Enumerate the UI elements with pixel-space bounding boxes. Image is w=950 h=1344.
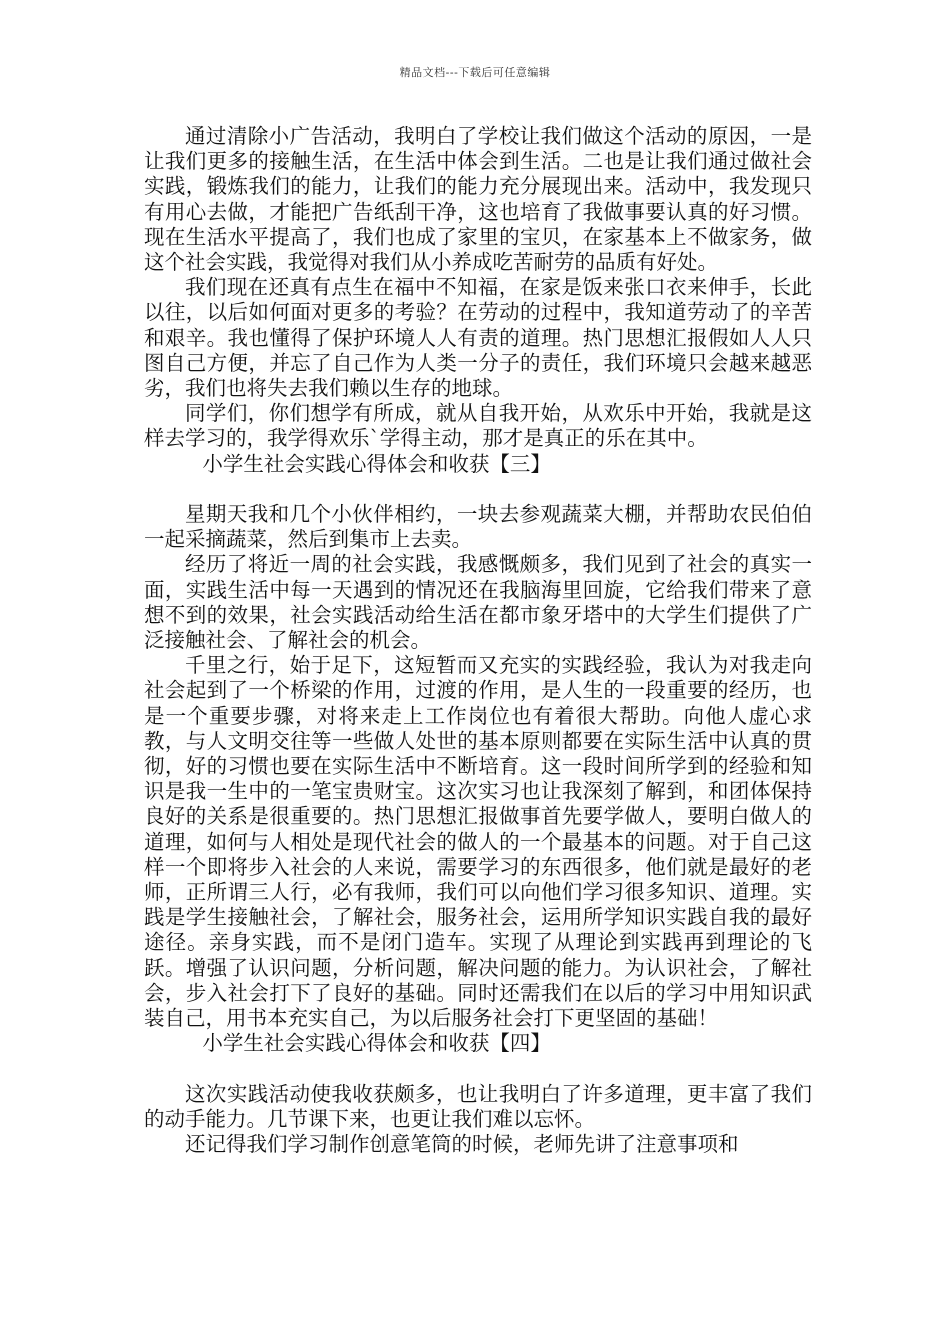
paragraph: 这次实践活动使我收获颇多，也让我明白了许多道理，更丰富了我们的动手能力。几节课下来，也更让我们难以忘怀。 bbox=[144, 1081, 812, 1131]
paragraph: 经历了将近一周的社会实践，我感慨颇多，我们见到了社会的真实一面，实践生活中每一天遇到的情况还在我脑海里回旋，它给我们带来了意想不到的效果，社会实践活动给生活在都市象牙塔中的大学生们提供了广泛接触社会、了解社会的机会。 bbox=[144, 552, 812, 653]
blank-line bbox=[144, 1057, 812, 1082]
paragraph: 我们现在还真有点生在福中不知福，在家是饭来张口衣来伸手，长此以往，以后如何面对更多的考验？在劳动的过程中，我知道劳动了的辛苦和艰辛。我也懂得了保护环境人人有责的道理。热门思想汇报假如人人只图自己方便，并忘了自己作为人类一分子的责任，我们环境只会越来越恶劣，我们也将失去我们赖以生存的地球。 bbox=[144, 275, 812, 401]
blank-line bbox=[144, 477, 812, 502]
section-heading: 小学生社会实践心得体会和收获【四】 bbox=[202, 1031, 551, 1056]
paragraph: 星期天我和几个小伙伴相约，一块去参观蔬菜大棚，并帮助农民伯伯一起采摘蔬菜，然后到集市上去卖。 bbox=[144, 502, 812, 552]
document-body bbox=[144, 124, 812, 1157]
paragraph: 千里之行，始于足下，这短暂而又充实的实践经验，我认为对我走向社会起到了一个桥梁的作用，过渡的作用，是人生的一段重要的经历，也是一个重要步骤，对将来走上工作岗位也有着很大帮助。向他人虚心求教，与人文明交往等一些做人处世的基本原则都要在实际生活中认真的贯彻，好的习惯也要在实际生活中不断培育。这一段时间所学到的经验和知识是我一生中的一笔宝贵财宝。这次实习也让我深刻了解到，和团体保持良好的关系是很重要的。热门思想汇报做事首先要学做人，要明白做人的道理，如何与人相处是现代社会的做人的一个最基本的问题。对于自己这样一个即将步入社会的人来说，需要学习的东西很多，他们就是最好的老师，正所谓三人行，必有我师，我们可以向他们学习很多知识、道理。实践是学生接触社会，了解社会，服务社会，运用所学知识实践自我的最好途径。亲身实践，而不是闭门造车。实现了从理论到实践再到理论的飞跃。增强了认识问题，分析问题，解决问题的能力。为认识社会，了解社会，步入社会打下了良好的基础。同时还需我们在以后的学习中用知识武装自己，用书本充实自己，为以后服务社会打下更坚固的基础！ bbox=[144, 653, 812, 1031]
paragraph: 还记得我们学习制作创意笔筒的时候，老师先讲了注意事项和 bbox=[185, 1132, 739, 1157]
section-heading: 小学生社会实践心得体会和收获【三】 bbox=[202, 451, 551, 476]
page-header: 精品文档---下载后可任意编辑 bbox=[399, 66, 551, 79]
paragraph: 同学们，你们想学有所成，就从自我开始，从欢乐中开始，我就是这样去学习的，我学得欢乐`学得主动，那才是真正的乐在其中。 bbox=[144, 401, 812, 451]
paragraph: 通过清除小广告活动，我明白了学校让我们做这个活动的原因，一是让我们更多的接触生活，在生活中体会到生活。二也是让我们通过做社会实践，锻炼我们的能力，让我们的能力充分展现出来。活动中，我发现只有用心去做，才能把广告纸刮干净，这也培育了我做事要认真的好习惯。现在生活水平提高了，我们也成了家里的宝贝，在家基本上不做家务，做这个社会实践，我觉得对我们从小养成吃苦耐劳的品质有好处。 bbox=[144, 124, 812, 275]
